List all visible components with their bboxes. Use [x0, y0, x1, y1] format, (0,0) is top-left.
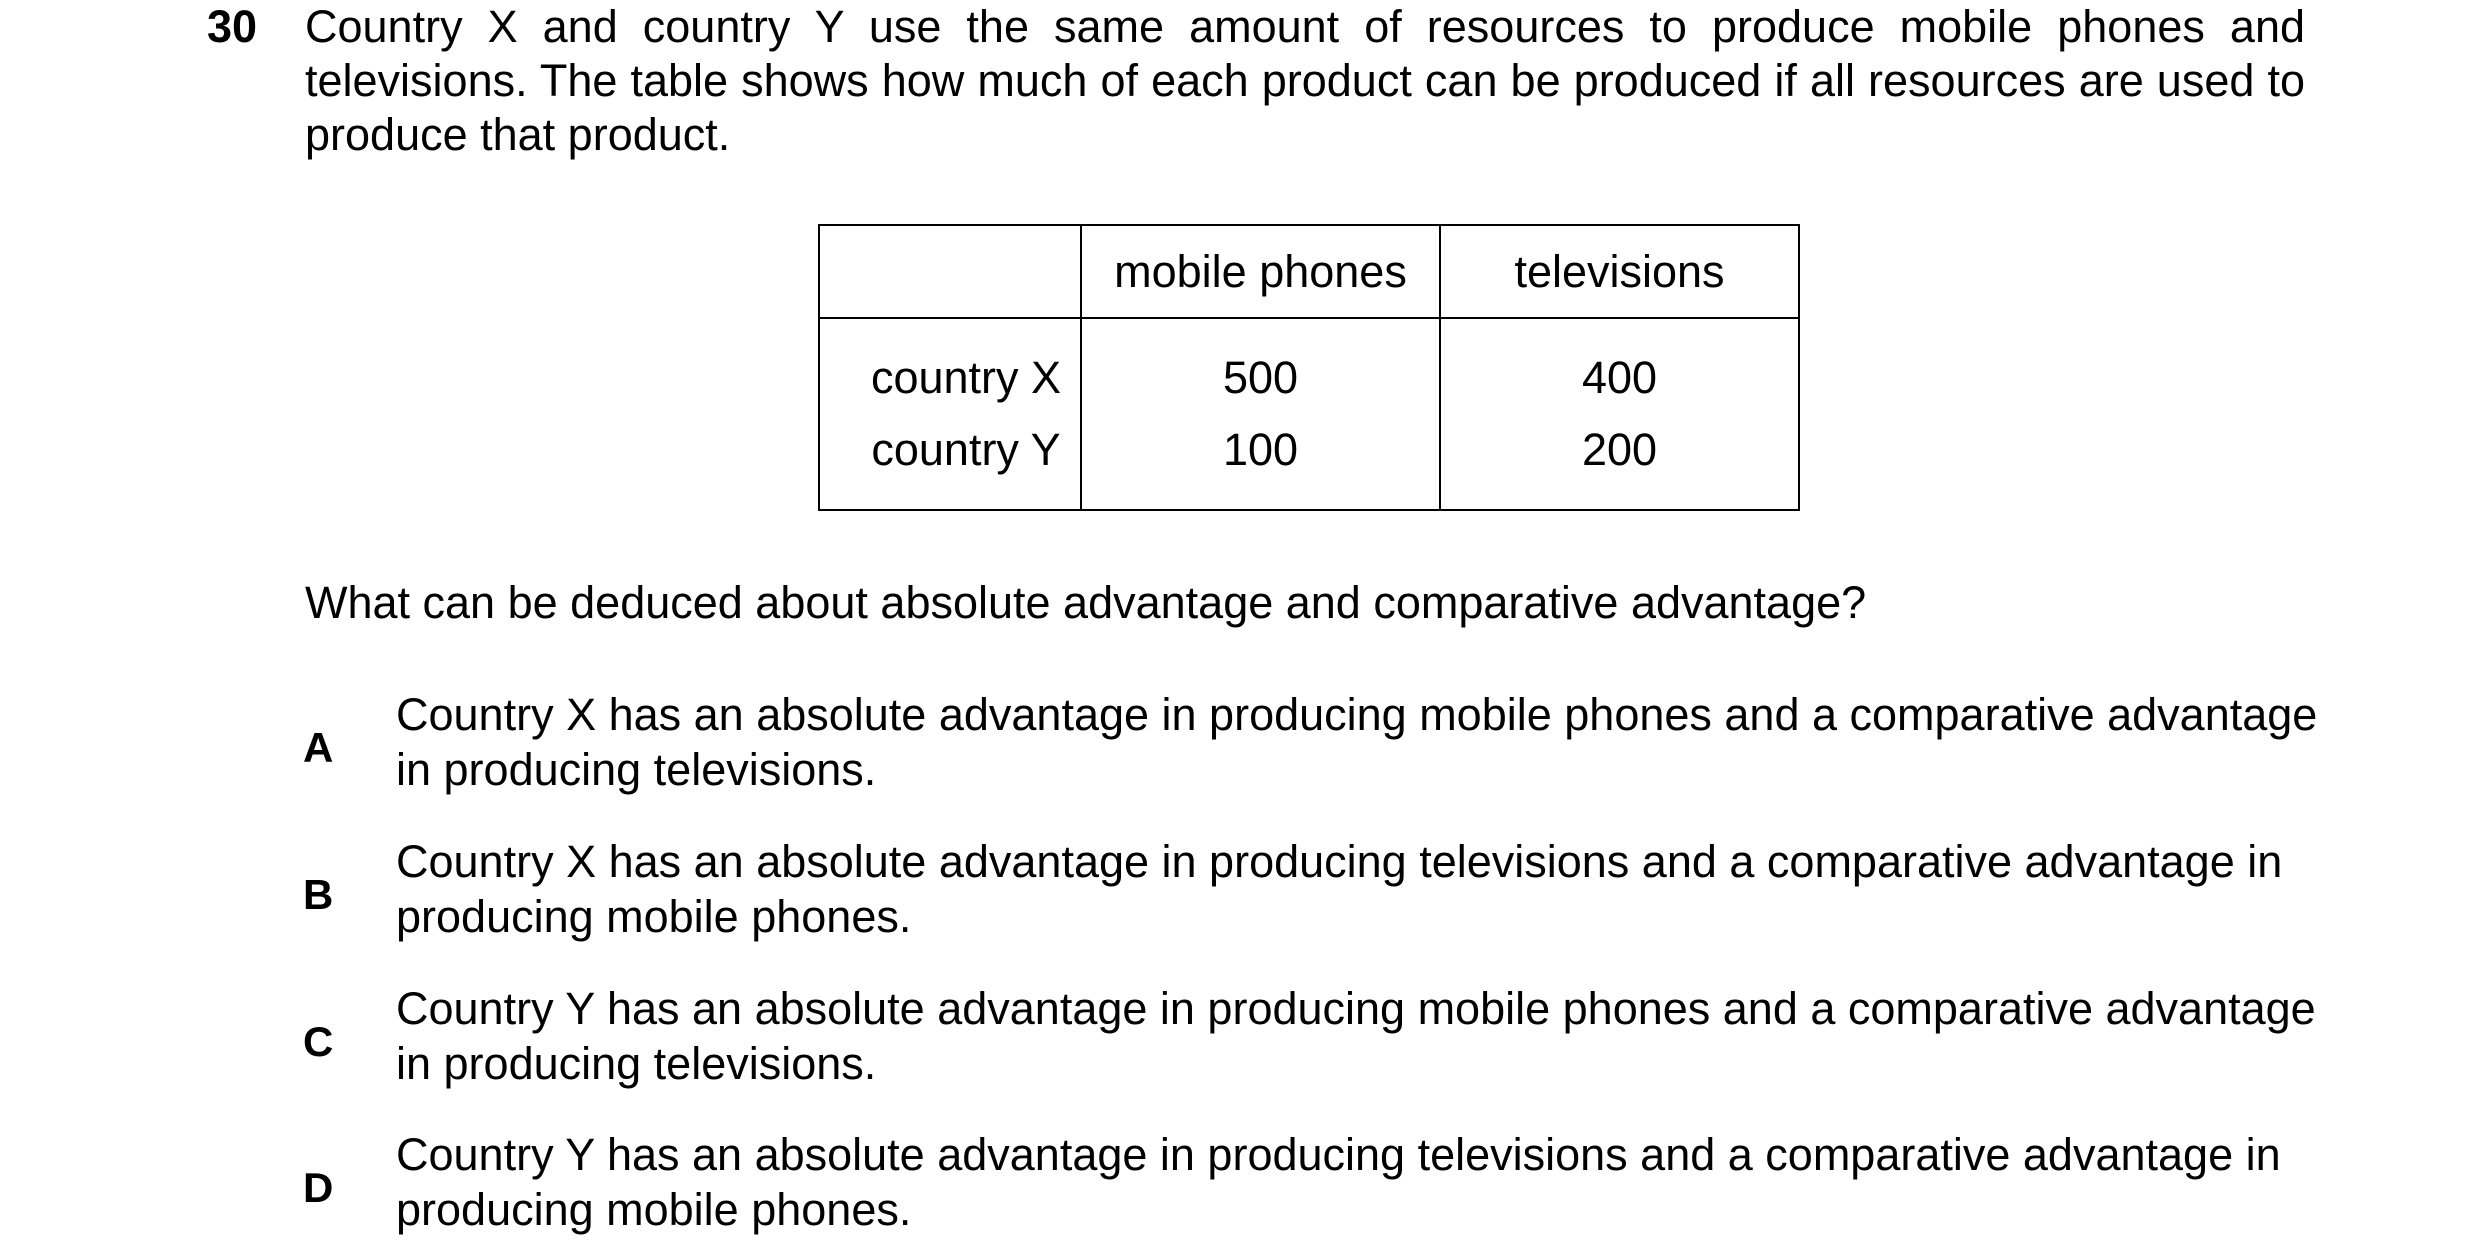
- production-table: [818, 224, 1800, 511]
- option-text: Country X has an absolute advantage in producing mobile phones and a comparative advantage in producing televisions.: [396, 689, 2318, 795]
- header-cell-empty: [819, 225, 1081, 318]
- cell-country-x-mobile-phones: 500: [1081, 318, 1440, 414]
- option-text: Country X has an absolute advantage in producing televisions and a comparative advantage in producing mobile phones.: [396, 836, 2283, 942]
- row-label-country-y: country Y: [819, 414, 1081, 510]
- option-letter: B: [303, 871, 334, 918]
- option-letter: A: [303, 724, 334, 771]
- table-header-row: [819, 225, 1799, 318]
- table-row: [819, 318, 1799, 414]
- question-number: 30: [207, 1, 258, 52]
- row-label-country-x: country X: [819, 318, 1081, 414]
- table-row: [819, 414, 1799, 510]
- cell-country-y-televisions: 200: [1440, 414, 1799, 510]
- cell-country-y-mobile-phones: 100: [1081, 414, 1440, 510]
- option-text: Country Y has an absolute advantage in producing mobile phones and a comparative advantage in producing televisions.: [396, 983, 2316, 1089]
- option-text: Country Y has an absolute advantage in producing televisions and a comparative advantage in producing mobile phones.: [396, 1129, 2281, 1235]
- header-cell-mobile-phones: mobile phones: [1081, 225, 1440, 318]
- option-letter: C: [303, 1018, 334, 1065]
- question-prompt: What can be deduced about absolute advantage and comparative advantage?: [305, 577, 1867, 628]
- header-cell-televisions: televisions: [1440, 225, 1799, 318]
- option-letter: D: [303, 1164, 334, 1211]
- cell-country-x-televisions: 400: [1440, 318, 1799, 414]
- question-stem: Country X and country Y use the same amount of resources to produce mobile phones and televisions. The table shows how much of each product can be produced if all resources are used to produce that product.: [305, 1, 2305, 160]
